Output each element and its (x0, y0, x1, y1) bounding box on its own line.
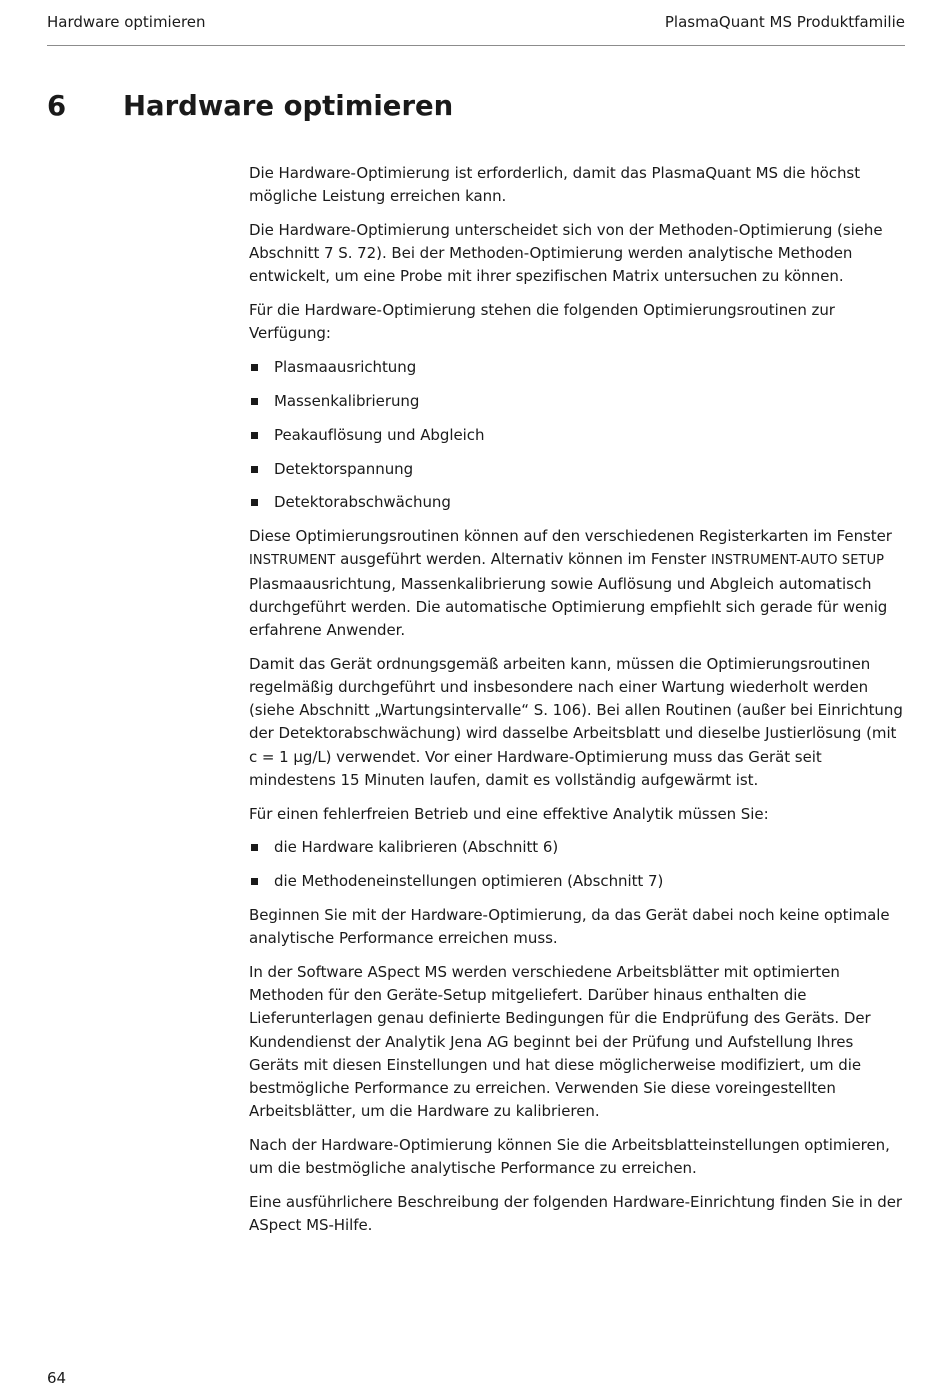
paragraph-worksheets: In der Software ASpect MS werden verschiedene Arbeitsblätter mit optimierten Methoden für den Geräte-Setup mitgeliefert. Darüber hinaus enthalten die Lieferunterlagen genau definierte Bedingungen für die Endprüfung des Geräts. Der Kundendienst der Analytik Jena AG beginnt bei der Prüfung und Aufstellung Ihres Geräts mit diesen Einstellungen und hat diese möglicherweise modifiziert, um die bestmögliche Performance zu erreichen. Verwenden Sie diese voreingestellten Arbeitsblätter, um die Hardware zu kalibrieren. (249, 963, 871, 1121)
list-item-text: die Hardware kalibrieren (Abschnitt 6) (274, 838, 559, 857)
window-name-auto-setup: INSTRUMENT-AUTO SETUP (710, 553, 885, 569)
bullet-icon (251, 878, 258, 885)
window-name-instrument: INSTRUMENT (249, 553, 336, 569)
bullet-icon (251, 432, 258, 439)
page-header (47, 0, 905, 46)
list-item (249, 836, 905, 859)
paragraph-method-difference: Die Hardware-Optimierung unterscheidet sich von der Methoden-Optimierung (siehe Abschnitt 7 S. 72). Bei der Methoden-Optimierung werden analytische Methoden entwickelt, um eine Probe mit ihrer spezifischen Matrix untersuchen zu können. (249, 221, 883, 286)
list-item (249, 458, 905, 481)
list-item-text: Detektorspannung (274, 459, 414, 478)
list-item-text: Peakauflösung und Abgleich (274, 425, 485, 444)
list-item-text: Plasmaausrichtung (274, 358, 417, 377)
bullet-icon (251, 398, 258, 405)
chapter-number: 6 (47, 90, 67, 122)
routines-list (249, 356, 905, 514)
list-item (249, 870, 905, 893)
bullet-icon (251, 499, 258, 506)
paragraph-start-hardware: Beginnen Sie mit der Hardware-Optimierung, da das Gerät dabei noch keine optimale analytische Performance erreichen muss. (249, 906, 890, 948)
list-item-text: Massenkalibrierung (274, 392, 420, 410)
paragraph-intro: Die Hardware-Optimierung ist erforderlich, damit das PlasmaQuant MS die höchst mögliche Leistung erreichen kann. (249, 164, 861, 206)
bullet-icon (251, 466, 258, 473)
paragraph-instrument-windows (249, 525, 905, 642)
chapter-title: Hardware optimieren (123, 90, 454, 122)
paragraph-maintenance: Damit das Gerät ordnungsgemäß arbeiten kann, müssen die Optimierungsroutinen regelmäßig durchgeführt und insbesondere nach einer Wartung wiederholt werden (siehe Abschnitt „Wartungsintervalle“ S. 106). Bei allen Routinen (außer bei Einrichtung der Detektorabschwächung) wird dasselbe Arbeitsblatt und dieselbe Justierlösung (mit c = 1 µg/L) verwendet. Vor einer Hardware-Optimierung muss das Gerät seit mindestens 15 Minuten laufen, damit es vollständig aufgewärmt ist. (249, 654, 903, 789)
list-item (249, 390, 905, 413)
header-product-name: PlasmaQuant MS Produktfamilie (664, 13, 905, 31)
steps-list (249, 836, 905, 893)
paragraph-help-reference: Eine ausführlichere Beschreibung der folgenden Hardware-Einrichtung finden Sie in der ASpect MS-Hilfe. (249, 1193, 903, 1235)
paragraph-routines-intro: Für die Hardware-Optimierung stehen die folgenden Optimierungsroutinen zur Verfügung: (249, 301, 835, 343)
list-item (249, 424, 905, 447)
page-number: 64 (47, 1369, 67, 1387)
bullet-icon (251, 364, 258, 371)
list-item-text: Detektorabschwächung (274, 493, 451, 512)
list-item (249, 356, 905, 379)
text-run: Plasmaausrichtung, Massenkalibrierung sowie Auflösung und Abgleich automatisch durchgeführt werden. Die automatische Optimierung empfiehlt sich gerade für wenig erfahrene Anwender. (249, 574, 888, 639)
paragraph-after-optimization: Nach der Hardware-Optimierung können Sie die Arbeitsblatteinstellungen optimieren, um die bestmögliche analytische Performance zu erreichen. (249, 1136, 890, 1178)
text-run: Diese Optimierungsroutinen können auf den verschiedenen Registerkarten im Fenster (249, 527, 892, 546)
list-item (249, 491, 905, 514)
body-content (249, 162, 905, 1248)
paragraph-requirements: Für einen fehlerfreien Betrieb und eine effektive Analytik müssen Sie: (249, 804, 769, 823)
header-section-title: Hardware optimieren (47, 13, 206, 31)
list-item-text: die Methodeneinstellungen optimieren (Abschnitt 7) (274, 872, 664, 891)
text-run: ausgeführt werden. Alternativ können im Fenster (335, 550, 711, 569)
bullet-icon (251, 844, 258, 851)
